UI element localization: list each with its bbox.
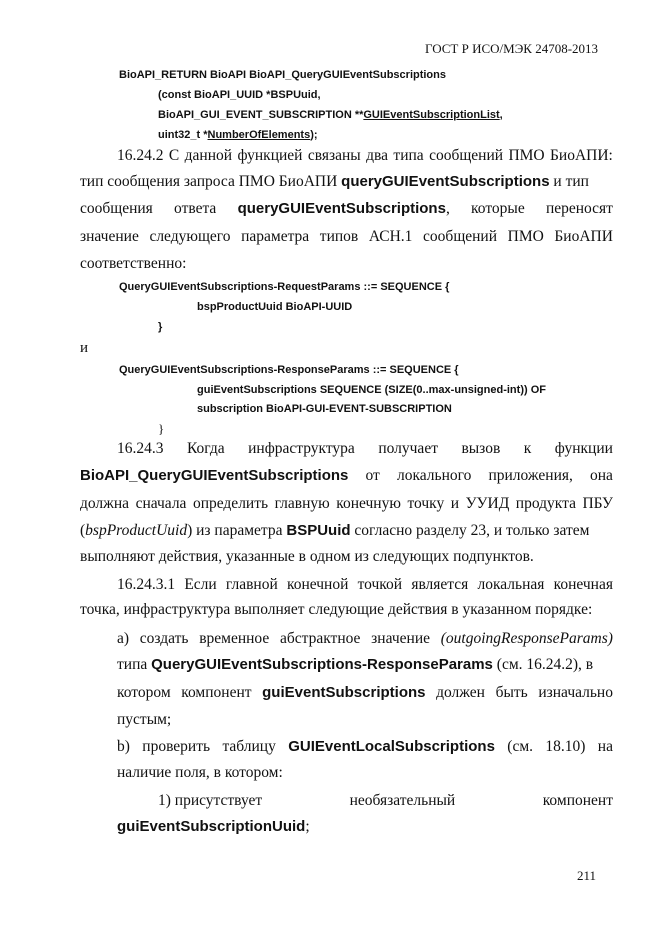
word: изначально (538, 684, 613, 701)
word: типа (393, 147, 424, 164)
word: конечную (336, 495, 401, 512)
para-line (117, 147, 613, 165)
list-item-line (117, 818, 613, 836)
word: сообщений (429, 147, 504, 164)
word: которые (471, 200, 525, 217)
word: Когда (186, 440, 225, 457)
word: функцией (237, 147, 303, 164)
code-text: uint32_t * (158, 129, 208, 141)
word: b) (117, 738, 130, 755)
word: продукта (515, 495, 576, 512)
word: БиоАПИ: (550, 147, 613, 164)
code-line (158, 109, 503, 121)
code-line (158, 129, 318, 141)
word: локального (396, 467, 472, 484)
word: переносят (545, 200, 613, 217)
word: данной (184, 147, 233, 164)
word: сообщений (423, 228, 498, 245)
type-name: QueryGUIEventSubscriptions-ResponseParams (151, 656, 493, 673)
param-name: BSPUuid (286, 522, 351, 539)
para-line (80, 522, 613, 540)
code-param-link: NumberOfElements (207, 129, 311, 141)
word: значение (80, 228, 139, 245)
list-item-line (158, 792, 613, 810)
code-text: ); (310, 129, 318, 141)
code-line: bspProductUuid BioAPI-UUID (197, 301, 353, 313)
word: а) (117, 630, 130, 647)
text: 1) присутствует (158, 792, 263, 809)
standard-header: ГОСТ Р ИСО/МЭК 24708-2013 (425, 41, 599, 56)
text: (см. 16.24.2), в (492, 656, 594, 673)
list-item-line: наличие поля, в котором: (117, 764, 283, 781)
word: конечной (286, 576, 349, 593)
word: к (523, 440, 532, 457)
code-line: (const BioAPI_UUID *BSPUuid, (158, 89, 321, 101)
param-name: (outgoingResponseParams) (440, 630, 613, 647)
list-item-line (117, 684, 613, 702)
list-item-line (117, 630, 613, 648)
word: абстрактное (279, 630, 361, 647)
code-text: BioAPI_GUI_EVENT_SUBSCRIPTION ** (158, 109, 364, 121)
text: ) из параметра (187, 522, 287, 539)
text: типа (117, 656, 152, 673)
word: является (411, 576, 469, 593)
code-line: subscription BioAPI-GUI-EVENT-SUBSCRIPTION (197, 403, 452, 415)
word: ПБУ (582, 495, 613, 512)
word: быть (495, 684, 528, 701)
text: ( (80, 522, 86, 539)
text: согласно разделу 23, и только затем (350, 522, 590, 539)
word: таблицу (222, 738, 276, 755)
param-name: bspProductUuid (85, 522, 188, 539)
text: ; (305, 818, 310, 835)
para-line (80, 495, 613, 513)
text: тип сообщения запроса ПМО БиоАПИ (80, 173, 342, 190)
para-line (80, 200, 613, 218)
table-name: GUIEventLocalSubscriptions (288, 738, 495, 755)
word: связаны (307, 147, 361, 164)
code-line: } (158, 321, 163, 333)
word: Если (184, 576, 217, 593)
word: компонент (181, 684, 252, 701)
word: ПМО (508, 147, 545, 164)
list-item-line: пустым; (117, 711, 172, 728)
text: и тип (549, 173, 589, 190)
page-number: 211 (577, 868, 597, 883)
word: вызов (461, 440, 501, 457)
component-name: guiEventSubscriptionUuid (117, 818, 306, 835)
word: АСН.1 (368, 228, 413, 245)
word: главной (225, 576, 278, 593)
text: , (445, 200, 450, 217)
para-line: соответственно: (80, 255, 187, 272)
word: котором (117, 684, 171, 701)
word: следующего (149, 228, 231, 245)
word: временное (199, 630, 270, 647)
word: получает (378, 440, 438, 457)
code-text: , (499, 109, 503, 121)
para-line (117, 576, 613, 594)
message-type: queryGUIEventSubscriptions (237, 200, 446, 217)
word: создать (139, 630, 189, 647)
list-item-line (117, 738, 613, 756)
word: она (590, 467, 613, 484)
word: сначала (135, 495, 187, 512)
word: компонент (542, 792, 613, 809)
word: и (450, 495, 460, 512)
word: С (168, 147, 180, 164)
word: функции (554, 440, 613, 457)
word: локальная (477, 576, 545, 593)
word: 16.24.3.1 (117, 576, 176, 593)
word: на (597, 738, 613, 755)
word: 16.24.3 (117, 440, 164, 457)
word: БиоАПИ (554, 228, 613, 245)
word: сообщения (80, 200, 153, 217)
code-line: guiEventSubscriptions SEQUENCE (SIZE(0..max-unsigned-int)) OF (197, 384, 546, 396)
word: (см. (507, 738, 534, 755)
para-line (80, 228, 613, 246)
word: два (366, 147, 389, 164)
word: от (365, 467, 380, 484)
word: точку (407, 495, 445, 512)
list-item-line (117, 656, 613, 674)
para-line (80, 173, 613, 191)
message-type: queryGUIEventSubscriptions (341, 173, 550, 190)
code-param-link: GUIEventSubscriptionList (363, 109, 500, 121)
para-line (80, 467, 613, 485)
word: инфраструктура (248, 440, 355, 457)
word: 18.10) (545, 738, 586, 755)
para-line (117, 440, 613, 458)
code-line: QueryGUIEventSubscriptions-ResponseParams ::= SEQUENCE { (119, 364, 459, 376)
para-line: выполняют действия, указанные в одном из следующих подпунктов. (80, 548, 534, 565)
function-name: BioAPI_QueryGUIEventSubscriptions (80, 467, 349, 484)
code-line: } (158, 421, 165, 436)
word: ПМО (507, 228, 544, 245)
word: типов (319, 228, 359, 245)
word: должна (80, 495, 130, 512)
word: главную (274, 495, 330, 512)
word: ответа (174, 200, 217, 217)
word: параметра (241, 228, 310, 245)
code-line: QueryGUIEventSubscriptions-RequestParams ::= SEQUENCE { (119, 281, 450, 293)
word: значение (371, 630, 430, 647)
word: должен (436, 684, 485, 701)
code-line: BioAPI_RETURN BioAPI BioAPI_QueryGUIEventSubscriptions (119, 69, 446, 81)
word: проверить (142, 738, 211, 755)
word: 16.24.2 (117, 147, 164, 164)
word: точкой (357, 576, 403, 593)
word: определить (192, 495, 269, 512)
word: конечная (553, 576, 613, 593)
word: УУИД (465, 495, 510, 512)
word: приложения, (488, 467, 573, 484)
word: необязательный (349, 792, 456, 809)
component-name: guiEventSubscriptions (262, 684, 426, 701)
para-line: точка, инфраструктура выполняет следующие действия в указанном порядке: (80, 601, 593, 618)
conjunction: и (80, 340, 89, 356)
